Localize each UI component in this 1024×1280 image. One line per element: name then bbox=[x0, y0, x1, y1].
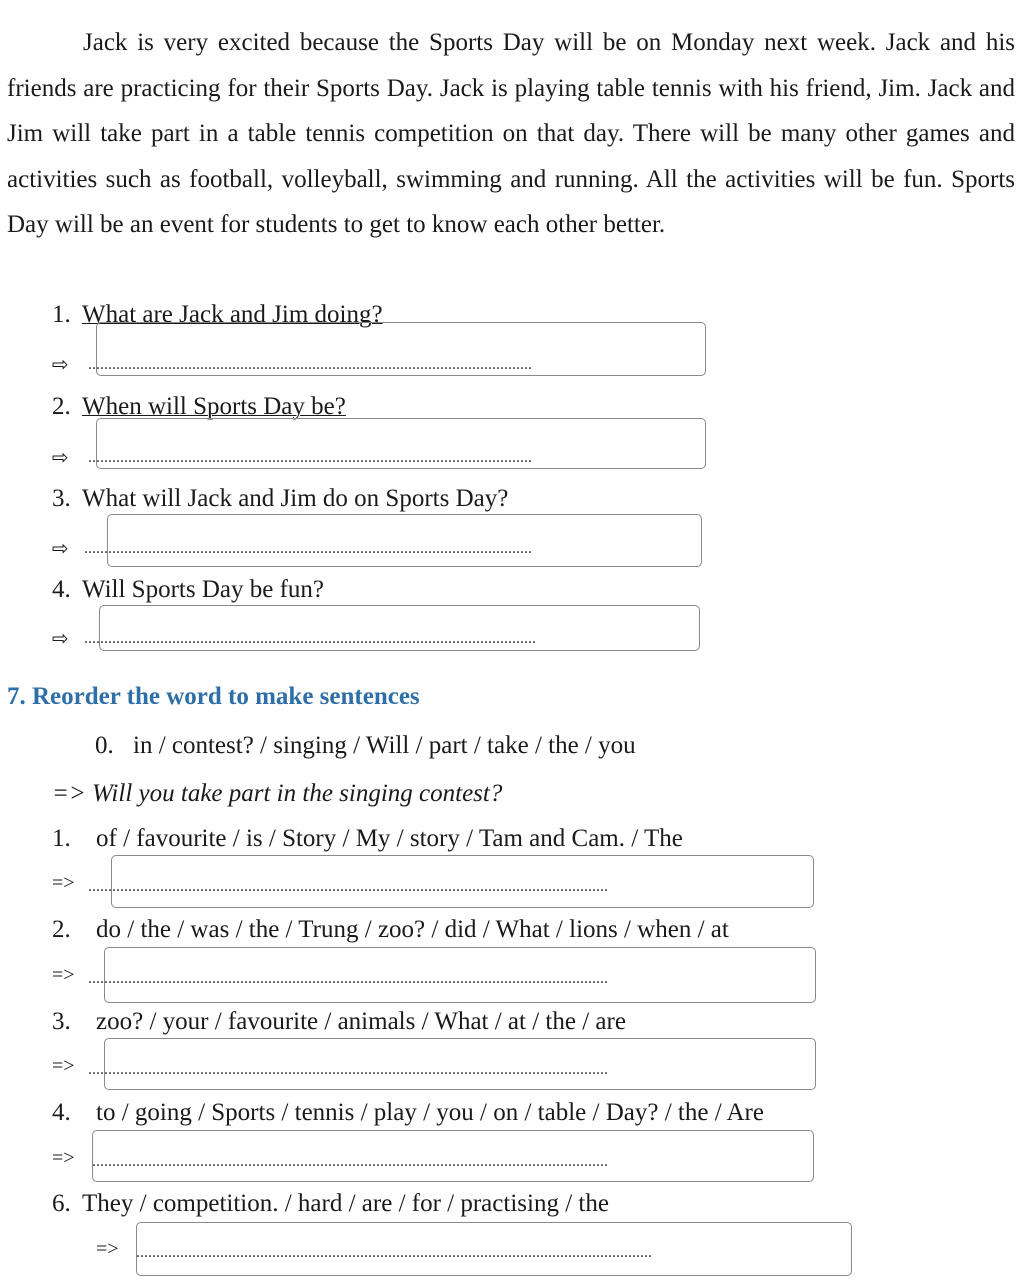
reorder-input-box-1[interactable] bbox=[111, 855, 814, 908]
answer-input-box-3[interactable] bbox=[107, 514, 702, 567]
answer-arrow: => bbox=[52, 964, 75, 986]
reorder-input-6[interactable] bbox=[137, 1223, 851, 1275]
answer-dotted-line: .................................................................................................................................. bbox=[88, 878, 608, 895]
answer-arrow: => bbox=[52, 1147, 75, 1169]
question-3 bbox=[52, 485, 508, 513]
example-item bbox=[95, 732, 636, 760]
answer-dotted-line: ................................................................................................................. bbox=[84, 630, 536, 647]
answer-arrow: ⇨ bbox=[52, 445, 69, 469]
reorder-input-box-4[interactable] bbox=[92, 1130, 814, 1182]
word-list: zoo? / your / favourite / animals / What / at / the / are bbox=[96, 1008, 626, 1035]
reorder-item-1 bbox=[52, 825, 683, 853]
item-number: 6. bbox=[52, 1190, 71, 1217]
word-list: of / favourite / is / Story / My / story / Tam and Cam. / The bbox=[96, 825, 683, 852]
question-text: What will Jack and Jim do on Sports Day? bbox=[82, 485, 509, 512]
reorder-input-4[interactable] bbox=[93, 1131, 813, 1181]
answer-dotted-line: ................................................................................................................ bbox=[84, 540, 532, 557]
answer-arrow: => bbox=[52, 1055, 75, 1077]
reorder-input-box-6[interactable] bbox=[136, 1222, 852, 1276]
reading-passage bbox=[7, 20, 1015, 248]
question-number: 2. bbox=[52, 393, 71, 420]
answer-dotted-line: ................................................................................................................................. bbox=[136, 1244, 652, 1261]
answer-input-box-1[interactable] bbox=[96, 322, 706, 376]
item-number: 0. bbox=[95, 732, 114, 759]
answer-arrow: => bbox=[52, 872, 75, 894]
reorder-input-2[interactable] bbox=[105, 948, 815, 1002]
word-list: They / competition. / hard / are / for / practising / the bbox=[82, 1190, 609, 1217]
answer-input-3[interactable] bbox=[108, 515, 701, 566]
reorder-input-1[interactable] bbox=[112, 856, 813, 907]
question-text: Will Sports Day be fun? bbox=[82, 576, 325, 603]
reorder-item-4 bbox=[52, 1099, 764, 1127]
answer-dotted-line: ................................................................................................................................. bbox=[92, 1153, 608, 1170]
reorder-item-3 bbox=[52, 1008, 626, 1036]
question-text: What are Jack and Jim doing? bbox=[82, 301, 383, 328]
item-number: 4. bbox=[52, 1099, 71, 1126]
question-4 bbox=[52, 576, 324, 604]
word-list: to / going / Sports / tennis / play / you / on / table / Day? / the / Are bbox=[96, 1099, 764, 1126]
answer-arrow: ⇨ bbox=[52, 626, 69, 650]
section-heading: 7. Reorder the word to make sentences bbox=[7, 683, 420, 710]
question-number: 1. bbox=[52, 301, 71, 328]
answer-arrow: ⇨ bbox=[52, 352, 69, 376]
item-number: 2. bbox=[52, 916, 71, 943]
answer-arrow: => bbox=[96, 1238, 119, 1260]
answer-input-2[interactable] bbox=[97, 419, 705, 468]
answer-input-box-2[interactable] bbox=[96, 418, 706, 469]
passage-text: Jack is very excited because the Sports Day will be on Monday next week. Jack and his friends are practicing for their Sports Day. Jack is playing table tennis with his friend, Jim. Jack and Jim will take part in a table tennis competition on that day. There will be many other games and activities such as football, volleyball, swimming and running. All the activities will be fun. Sports Day will be an event for students to get to know each other better. bbox=[7, 29, 1015, 239]
answer-input-4[interactable] bbox=[100, 606, 699, 650]
item-number: 3. bbox=[52, 1008, 71, 1035]
reorder-input-3[interactable] bbox=[105, 1039, 815, 1089]
answer-input-box-4[interactable] bbox=[99, 605, 700, 651]
answer-dotted-line: .................................................................................................................................. bbox=[88, 1061, 608, 1078]
reorder-input-box-3[interactable] bbox=[104, 1038, 816, 1090]
question-number: 4. bbox=[52, 576, 71, 603]
answer-dotted-line: ............................................................................................................... bbox=[88, 449, 532, 466]
word-list: do / the / was / the / Trung / zoo? / did / What / lions / when / at bbox=[96, 916, 729, 943]
reorder-item-6 bbox=[52, 1190, 609, 1218]
answer-dotted-line: ............................................................................................................... bbox=[88, 356, 532, 373]
answer-input-1[interactable] bbox=[97, 323, 705, 375]
answer-arrow: ⇨ bbox=[52, 536, 69, 560]
word-list: in / contest? / singing / Will / part / take / the / you bbox=[133, 732, 636, 759]
answer-dotted-line: .................................................................................................................................. bbox=[88, 970, 608, 987]
question-2 bbox=[52, 393, 346, 421]
reorder-item-2 bbox=[52, 916, 729, 944]
reorder-input-box-2[interactable] bbox=[104, 947, 816, 1003]
question-number: 3. bbox=[52, 485, 71, 512]
item-number: 1. bbox=[52, 825, 71, 852]
example-answer: => Will you take part in the singing contest? bbox=[52, 780, 503, 807]
question-text: When will Sports Day be? bbox=[82, 393, 346, 420]
